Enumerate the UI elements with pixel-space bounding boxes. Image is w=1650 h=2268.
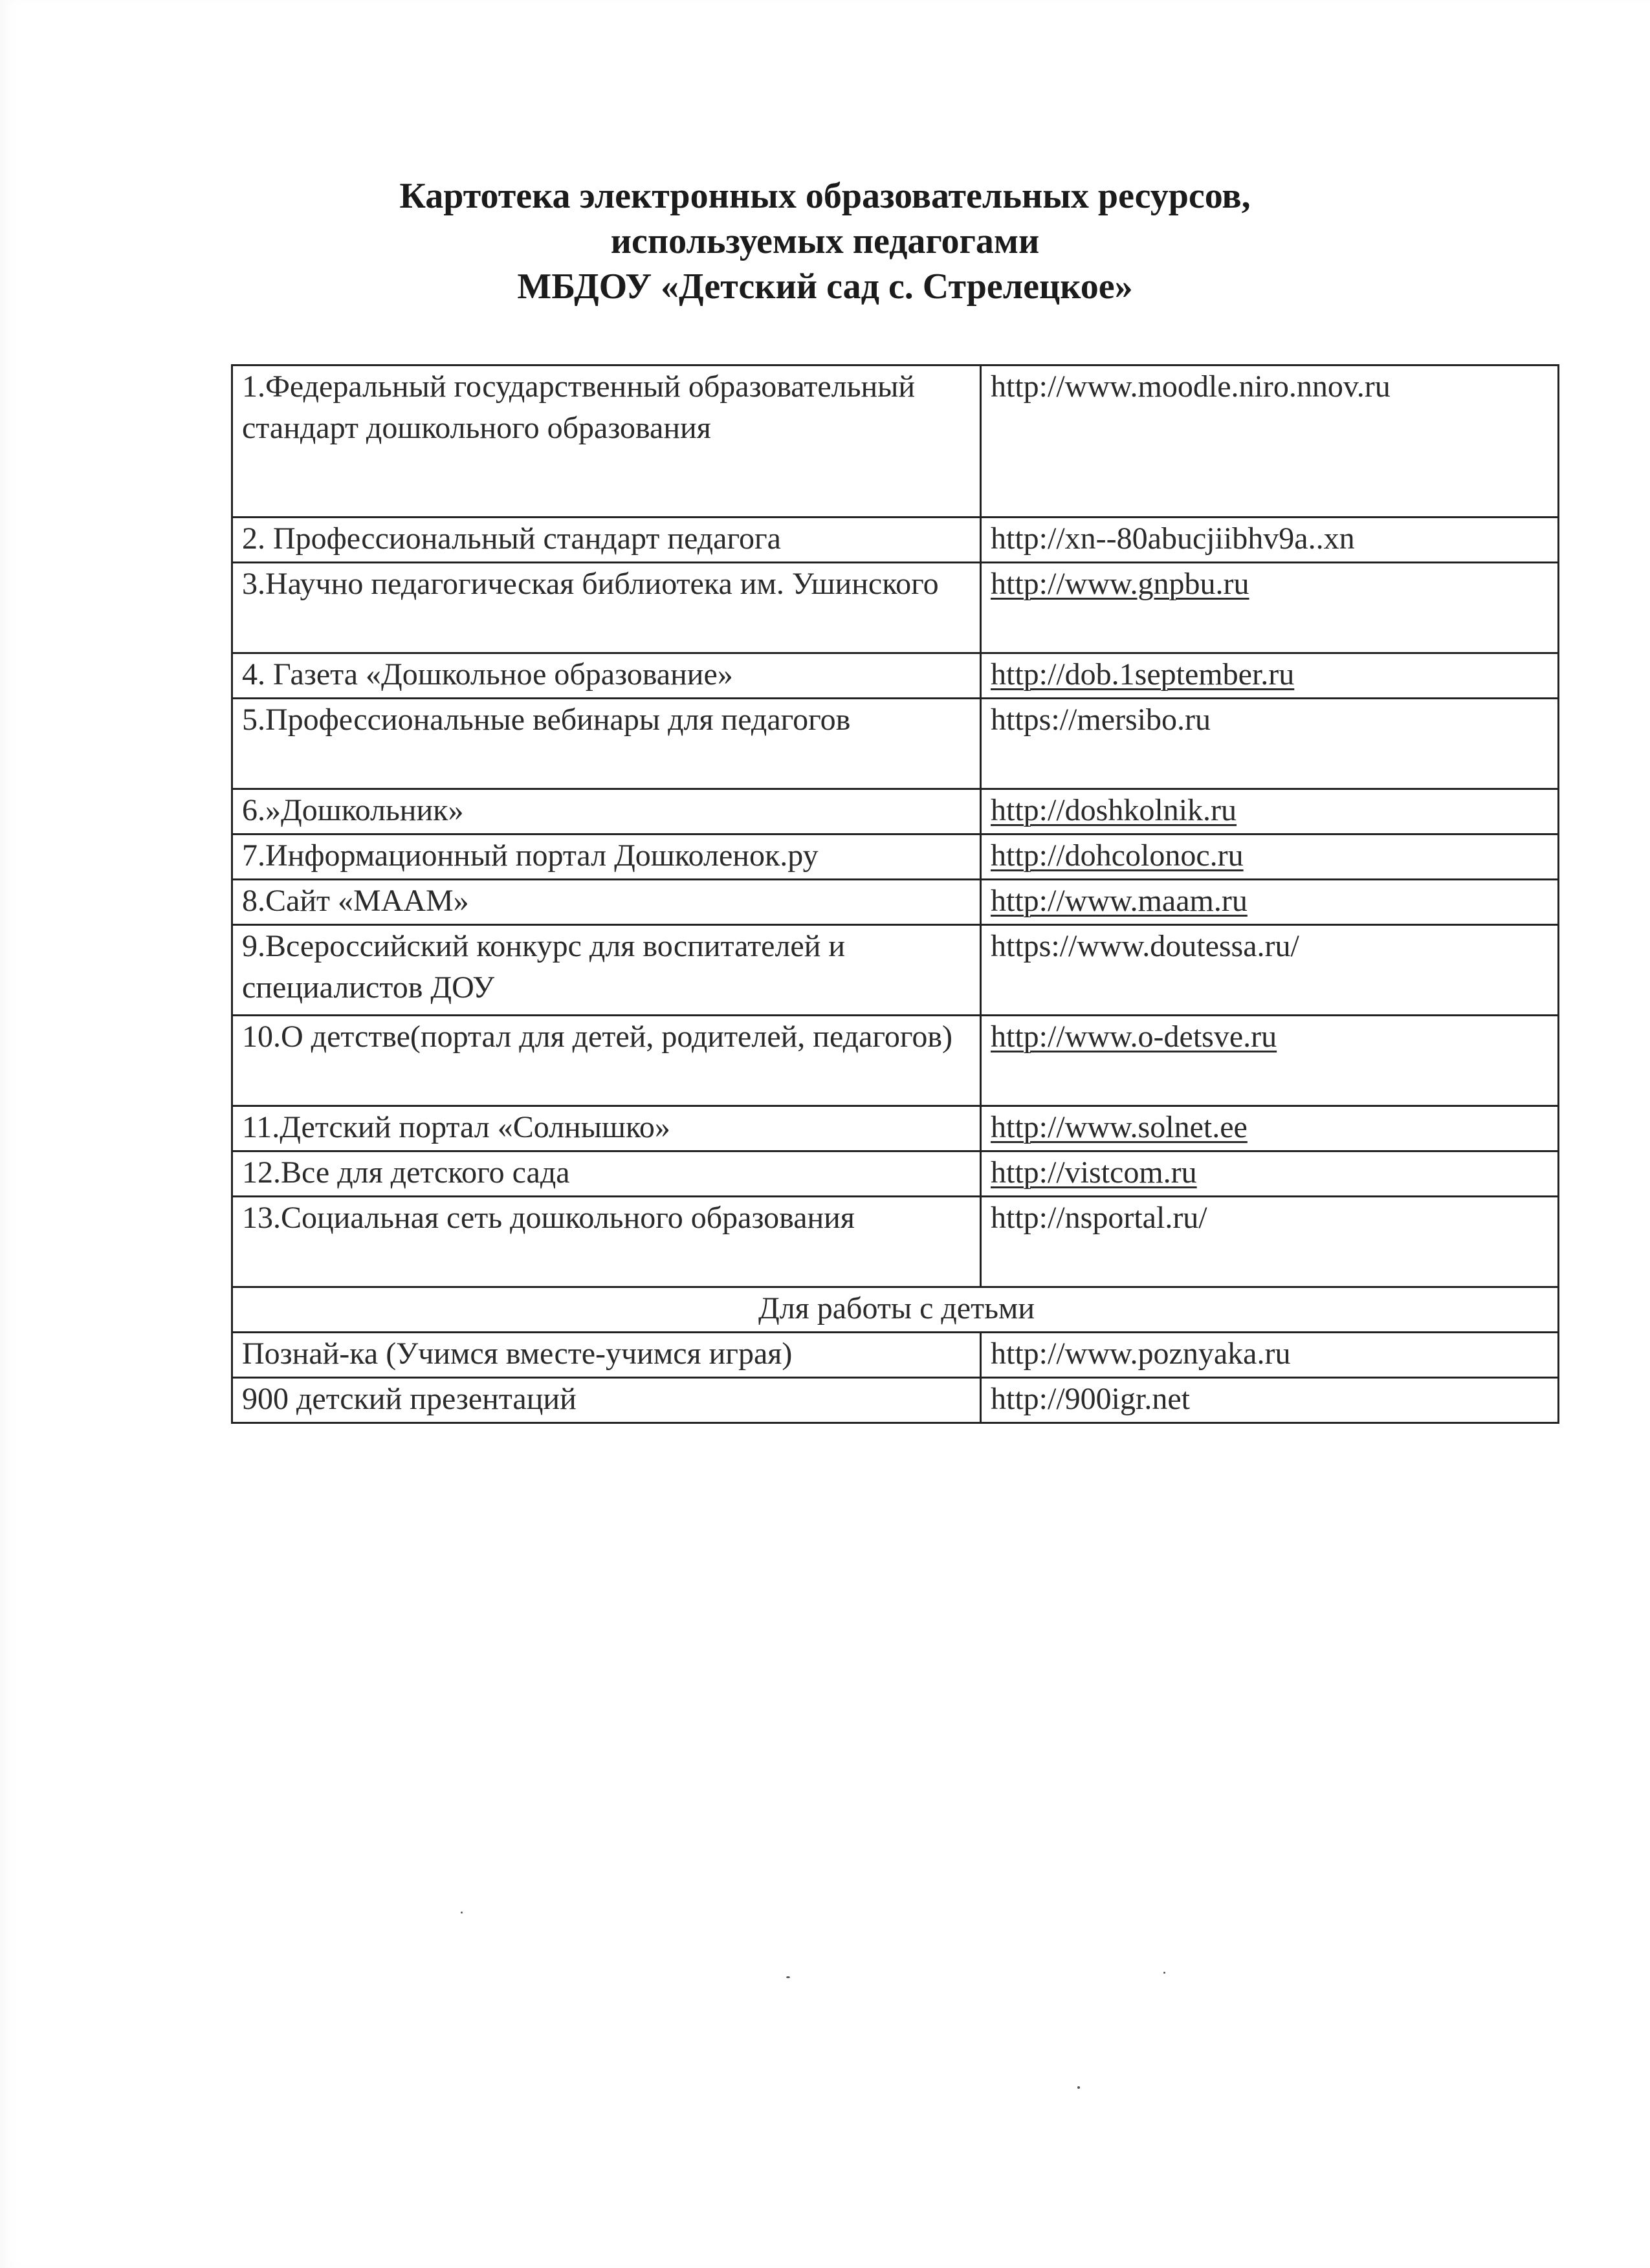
resource-name: 1.Федеральный государственный образовательный стандарт дошкольного образования [232,365,981,518]
resource-name: 11.Детский портал «Солнышко» [232,1106,981,1151]
table-row [232,1197,1559,1287]
resource-name: Познай-ка (Учимся вместе-учимся играя) [232,1333,981,1378]
resource-url: http://www.poznyaka.ru [981,1333,1559,1378]
resource-name: 5.Профессиональные вебинары для педагогов [232,699,981,789]
section-row [232,1287,1559,1333]
table-row [232,365,1559,518]
resource-link[interactable]: http://www.solnet.ee [991,1110,1248,1144]
resource-name: 12.Все для детского сада [232,1151,981,1197]
resource-link[interactable]: http://vistcom.ru [991,1155,1197,1190]
resource-url: https://mersibo.ru [981,699,1559,789]
resource-name: 4. Газета «Дошкольное образование» [232,653,981,699]
resource-link[interactable]: http://www.o-detsve.ru [991,1020,1277,1054]
scan-speck [461,1912,463,1914]
resource-name: 3.Научно педагогическая библиотека им. Ушинского [232,563,981,653]
resource-link[interactable]: http://dohcolonoc.ru [991,838,1244,873]
section-heading: Для работы с детьми [232,1287,1559,1333]
title-line-3: МБДОУ «Детский сад с. Стрелецкое» [517,267,1133,307]
table-row [232,1106,1559,1151]
table-row [232,563,1559,653]
table-row [232,834,1559,880]
resource-link[interactable]: http://doshkolnik.ru [991,793,1237,827]
title-line-1: Картотека электронных образовательных ресурсов, [399,176,1251,216]
resource-name: 6.»Дошкольник» [232,789,981,834]
table-row [232,925,1559,1016]
resource-name: 7.Информационный портал Дошколенок.ру [232,834,981,880]
table-row [232,518,1559,563]
resource-link[interactable]: http://dob.1september.ru [991,657,1295,692]
document-title [0,173,1650,309]
title-line-2: используемых педагогами [610,221,1040,261]
resource-name: 9.Всероссийский конкурс для воспитателей и специалистов ДОУ [232,925,981,1016]
table-row [232,1378,1559,1423]
table-row [232,880,1559,925]
resource-name: 2. Профессиональный стандарт педагога [232,518,981,563]
resources-table [231,364,1559,1424]
resource-name: 8.Сайт «МААМ» [232,880,981,925]
table-row [232,1333,1559,1378]
resource-name: 10.О детстве(портал для детей, родителей, педагогов) [232,1016,981,1106]
table-row [232,699,1559,789]
resource-name: 900 детский презентаций [232,1378,981,1423]
scan-speck [786,1976,790,1978]
resource-url: https://www.doutessa.ru/ [981,925,1559,1016]
resource-link[interactable]: http://www.maam.ru [991,884,1248,918]
resource-url: http://xn--80abucjiibhv9a..xn [981,518,1559,563]
table-row [232,789,1559,834]
resource-url: http://www.moodle.niro.nnov.ru [981,365,1559,518]
resource-link[interactable]: http://www.gnpbu.ru [991,567,1249,601]
resource-name: 13.Социальная сеть дошкольного образования [232,1197,981,1287]
table-row [232,1016,1559,1106]
scan-speck [1077,2086,1080,2089]
resource-url: http://900igr.net [981,1378,1559,1423]
resource-url: http://nsportal.ru/ [981,1197,1559,1287]
table-row [232,653,1559,699]
table-row [232,1151,1559,1197]
scan-speck [1163,1972,1165,1974]
